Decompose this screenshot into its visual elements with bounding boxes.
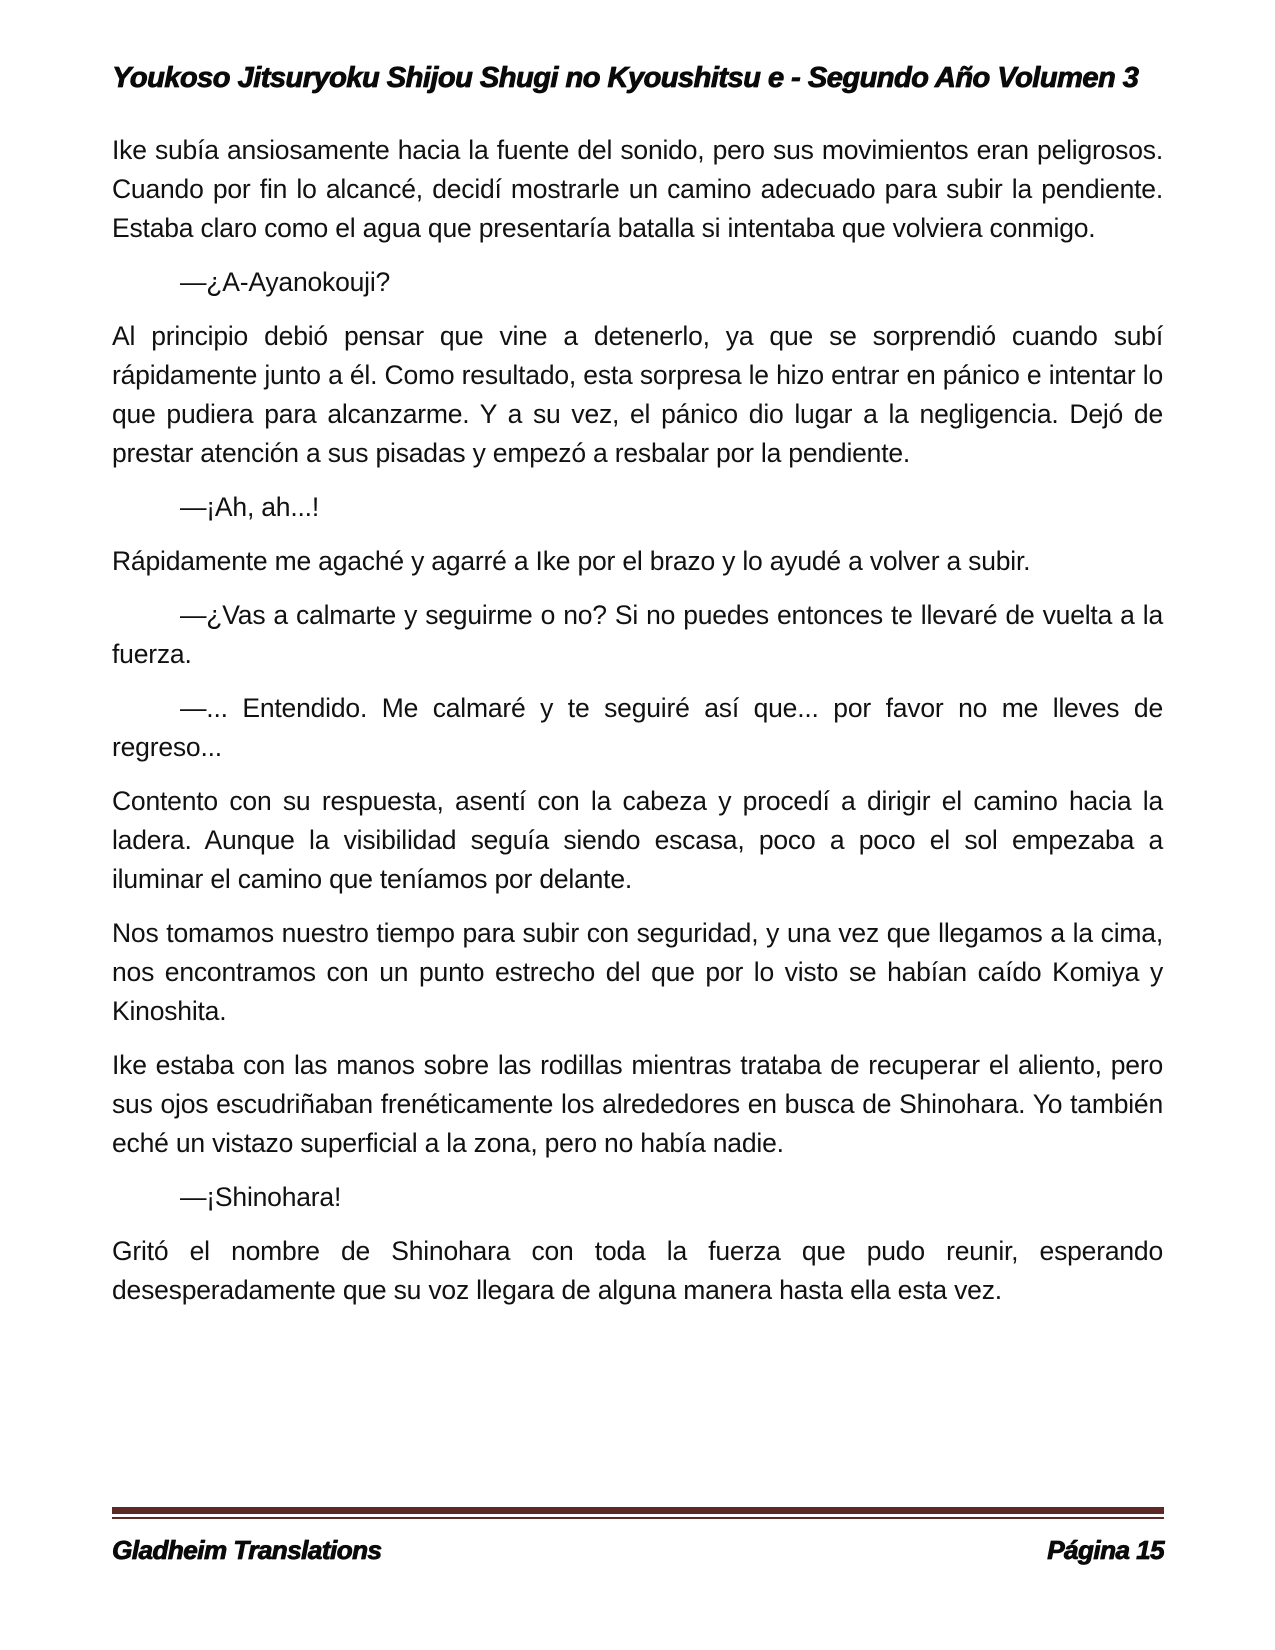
paragraph: Al principio debió pensar que vine a detenerlo, ya que se sorprendió cuando subí rápidamente junto a él. Como resultado, esta sorpresa le hizo entrar en pánico e intentar lo que pudiera para alcanzarme. Y a su vez, el pánico dio lugar a la negligencia. Dejó de prestar atención a sus pisadas y empezó a resbalar por la pendiente. [112, 321, 1163, 468]
paragraph: Rápidamente me agaché y agarré a Ike por el brazo y lo ayudé a volver a subir. [112, 546, 1031, 576]
dialogue-line: —¿A-Ayanokouji? [180, 267, 391, 297]
footer-translator-credit: Gladheim Translations [112, 1535, 382, 1565]
footer-page-number: Página 15 [1047, 1535, 1164, 1565]
page-header [112, 62, 1163, 95]
paragraph: Contento con su respuesta, asentí con la cabeza y procedí a dirigir el camino hacia la ladera. Aunque la visibilidad seguía siendo escasa, poco a poco el sol empezaba a iluminar el camino que teníamos por delante. [112, 786, 1163, 894]
paragraph: Ike estaba con las manos sobre las rodillas mientras trataba de recuperar el aliento, pero sus ojos escudriñaban frenéticamente los alrededores en busca de Shinohara. Yo también eché un vistazo superficial a la zona, pero no había nadie. [112, 1050, 1163, 1158]
page-body-text [112, 131, 1163, 1325]
page-footer [112, 1535, 1164, 1566]
footer-divider-rule [112, 1507, 1164, 1519]
paragraph: Gritó el nombre de Shinohara con toda la fuerza que pudo reunir, esperando desesperadamente que su voz llegara de alguna manera hasta ella esta vez. [112, 1236, 1163, 1305]
paragraph: Nos tomamos nuestro tiempo para subir con seguridad, y una vez que llegamos a la cima, nos encontramos con un punto estrecho del que por lo visto se habían caído Komiya y Kinoshita. [112, 918, 1163, 1026]
dialogue-line: —¡Shinohara! [180, 1182, 342, 1212]
dialogue-line: —¡Ah, ah...! [180, 492, 319, 522]
paragraph: Ike subía ansiosamente hacia la fuente del sonido, pero sus movimientos eran peligrosos. Cuando por fin lo alcancé, decidí mostrarle un camino adecuado para subir la pendiente. Estaba claro como el agua que presentaría batalla si intentaba que volviera conmigo. [112, 135, 1163, 243]
dialogue-line: —... Entendido. Me calmaré y te seguiré así que... por favor no me lleves de regreso... [112, 693, 1163, 762]
header-title: Youkoso Jitsuryoku Shijou Shugi no Kyoushitsu e - Segundo Año Volumen 3 [112, 62, 1139, 94]
dialogue-line: —¿Vas a calmarte y seguirme o no? Si no puedes entonces te llevaré de vuelta a la fuerza. [112, 600, 1163, 669]
